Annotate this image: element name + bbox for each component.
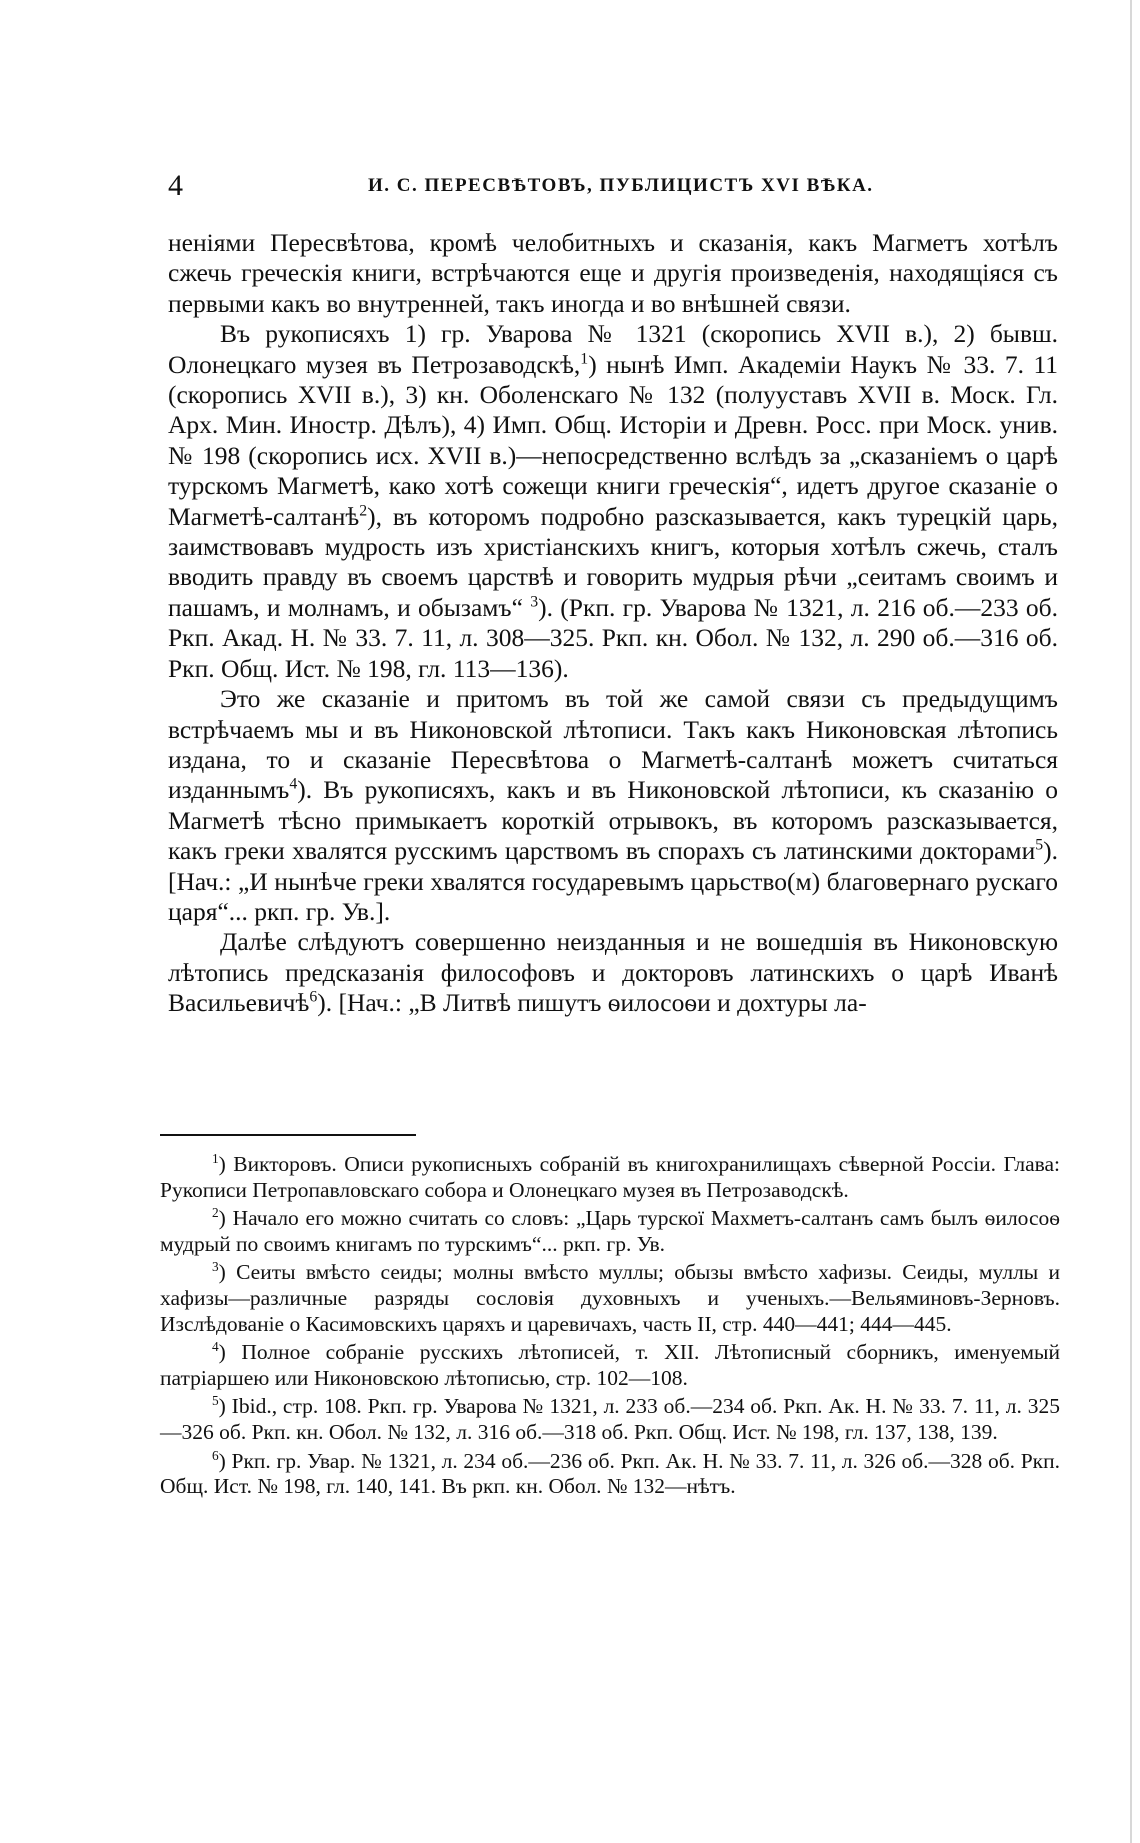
paragraph-3-text-b: ). Въ рукописяхъ, какъ и въ Никоновской лѣтописи, къ сказанію о Магметѣ тѣсно примыкаетъ короткій отрывокъ, въ которомъ разсказывается, какъ греки хвалятся русскимъ царствомъ въ спорахъ съ латинскими докторами [168,775,1058,866]
footnote-1-text: ) Викторовъ. Описи рукописныхъ собраній въ книгохранилищахъ сѣверной Россіи. Глава: Рукописи Петропавловскаго собора и Олонецкаго музея въ Петрозаводскѣ. [160,1152,1060,1202]
paragraph-3-text-a: Это же сказаніе и притомъ въ той же самой связи съ предыдущимъ встрѣчаемъ мы и въ Никоновской лѣтописи. Такъ какъ Никоновская лѣтопись издана, то и сказаніе Пересвѣтова о Магметѣ-салтанѣ можетъ считаться изданнымъ [168,684,1058,805]
footnote-ref-1[interactable]: 1 [580,350,589,368]
paragraph-4-text-b: ). [Нач.: „В Литвѣ пишутъ ѳилосоѳи и дохтуры ла- [317,988,867,1018]
footnote-ref-4[interactable]: 4 [289,775,298,793]
paragraph-2-text-d: ). (Ркп. гр. Уварова № 1321, л. 216 об.—233 об. Ркп. Акад. Н. № 33. 7. 11, л. 308—325. Ркп. кн. Обол. № 132, л. 290 об.—316 об. Ркп. Общ. Ист. № 198, гл. 113—136). [168,592,1058,683]
footnote-4-text: ) Полное собраніе русскихъ лѣтописей, т. XII. Лѣтописный сборникъ, именуемый патріаршею или Никоновскою лѣтописью, стр. 102—108. [160,1340,1060,1390]
scan-edge-line [1130,0,1132,1843]
footnote-ref-5[interactable]: 5 [1035,836,1044,854]
paragraph-2 [168,319,1058,684]
footnote-2-text: ) Начало его можно считать со словъ: „Царь турскої Махметъ-салтанъ самъ былъ ѳилосоѳ мудрый по своимъ книгамъ по турскимъ“... ркп. гр. Ув. [160,1206,1060,1256]
footnote-3-mark: 3 [212,1259,219,1275]
footnote-1 [160,1152,1060,1203]
paragraph-2-text-c: ), въ которомъ подробно разсказывается, какъ турецкій царь, заимствовавъ мудрость изъ христіанскихъ книгъ, которыя хотѣлъ сжечь, сталъ вводить правду въ своемъ царствѣ и говорить мудрыя рѣчи „сеитамъ своимъ и пашамъ, и молнамъ, и обызамъ“ [168,501,1058,622]
footnote-3-text: ) Сеиты вмѣсто сеиды; молны вмѣсто муллы; обызы вмѣсто хафизы. Сеиды, муллы и хафизы—различные разряды сословія духовныхъ и ученыхъ.—Вельяминовъ-Зерновъ. Изслѣдованіе о Касимовскихъ царяхъ и царевичахъ, часть II, стр. 440—441; 444—445. [160,1260,1060,1336]
footnote-3 [160,1260,1060,1337]
footnote-2-mark: 2 [212,1205,219,1221]
footnote-separator [160,1134,416,1136]
paragraph-3-text-c: ). [Нач.: „И нынѣче греки хвалятся государевымъ царьство(м) благовернаго рускаго царя“... ркп. гр. Ув.]. [168,836,1058,926]
footnote-2 [160,1206,1060,1257]
paragraph-4-text-a: Далѣе слѣдуютъ совершенно неизданныя и не вошедшія въ Никоновскую лѣтопись предсказанія философовъ и докторовъ латинскихъ о царѣ Иванѣ Васильевичѣ [168,927,1058,1018]
footnote-ref-3[interactable]: 3 [530,593,539,611]
footnote-ref-6[interactable]: 6 [309,988,318,1006]
footnote-5-mark: 5 [212,1393,219,1409]
footnote-5 [160,1394,1060,1445]
footnote-5-text: ) Ibid., стр. 108. Ркп. гр. Уварова № 1321, л. 233 об.—234 об. Ркп. Ак. Н. № 33. 7. 11, л. 325—326 об. Ркп. кн. Обол. № 132, л. 316 об.—318 об. Ркп. Общ. Ист. № 198, гл. 137, 138, 139. [160,1394,1060,1444]
footnote-4-mark: 4 [212,1339,219,1354]
paragraph-1-text: неніями Пересвѣтова, кромѣ челобитныхъ и сказанія, какъ Магметъ хотѣлъ сжечь греческія книги, встрѣчаются еще и другія произведенія, находящіяся съ первыми какъ во внутренней, такъ иногда и во внѣшней связи. [168,228,1058,318]
footnote-1-mark: 1 [212,1150,219,1166]
footnotes [160,1152,1060,1503]
main-text [168,228,1058,1019]
page-number: 4 [168,169,183,202]
footnote-4 [160,1340,1060,1391]
paragraph-4 [168,927,1058,1018]
paragraph-2-text-b: ) нынѣ Имп. Академіи Наукъ № 33. 7. 11 (скоропись XVII в.), 3) кн. Оболенскаго № 132 (полууставъ XVII в. Моск. Гл. Арх. Мин. Иностр. Дѣлъ), 4) Имп. Общ. Исторіи и Древн. Росс. при Моск. унив. № 198 (скоропись исх. XVII в.)—непосредственно вслѣдъ за „сказаніемъ о царѣ турскомъ Магметѣ, како хотѣ сожещи книги греческія“, идетъ другое сказаніе о Магметѣ-салтанѣ [168,349,1058,531]
paragraph-2-text-a: Въ рукописяхъ 1) гр. Уварова № 1321 (скоропись XVII в.), 2) бывш. Олонецкаго музея въ Петрозаводскѣ, [168,319,1058,379]
page-header [168,168,1058,208]
footnote-6-text: ) Ркп. гр. Увар. № 1321, л. 234 об.—236 об. Ркп. Ак. Н. № 33. 7. 11, л. 326 об.—328 об. Ркп. Общ. Ист. № 198, гл. 140, 141. Въ ркп. кн. Обол. № 132—нѣтъ. [160,1448,1060,1499]
footnote-ref-2[interactable]: 2 [359,502,368,520]
footnote-6-mark: 6 [212,1447,219,1463]
running-title: И. С. ПЕРЕСВѢТОВЪ, ПУБЛИЦИСТЪ XVI ВѢКА. [368,175,874,196]
paragraph-1 [168,228,1058,319]
paragraph-3 [168,684,1058,927]
footnote-6 [160,1449,1060,1500]
